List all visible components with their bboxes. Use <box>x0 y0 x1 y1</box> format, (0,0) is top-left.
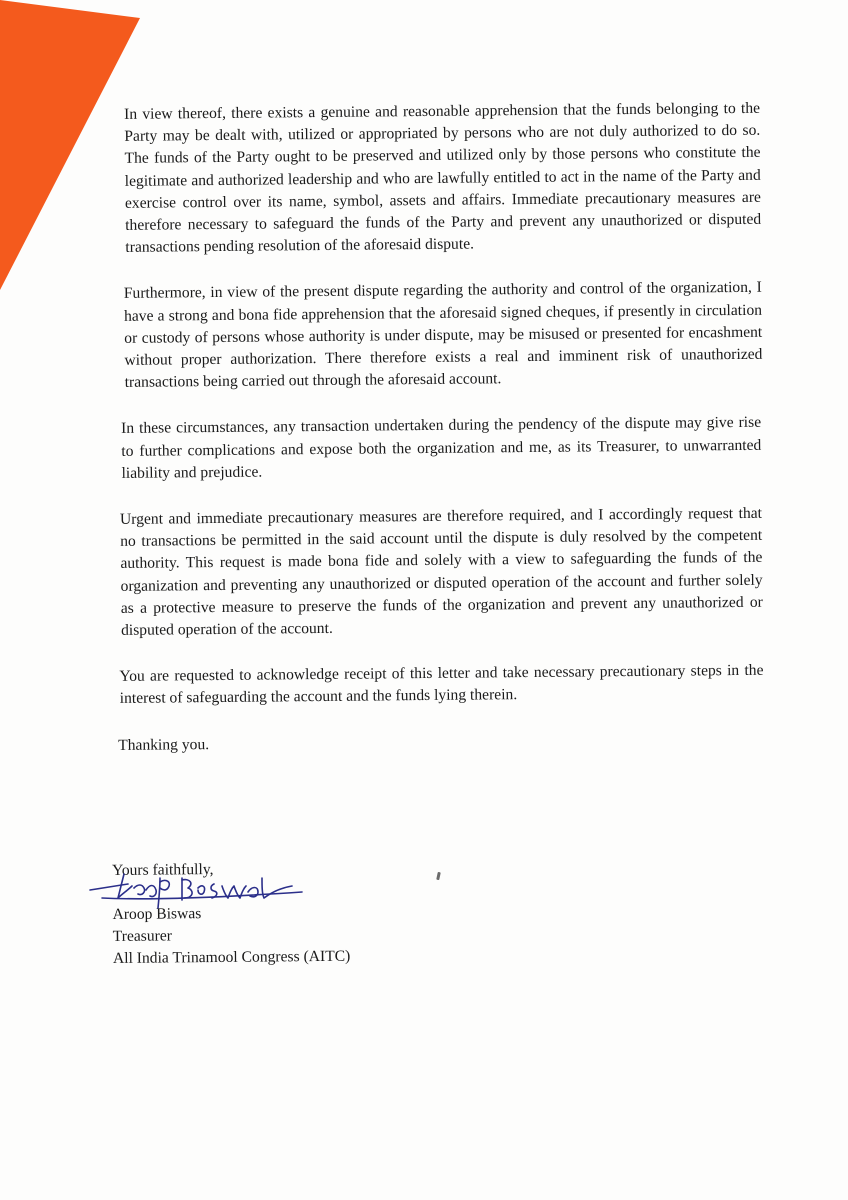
letter-body <box>110 98 771 757</box>
paragraph-request: Urgent and immediate precautionary measures are therefore required, and I accordingly request that no transactions be permitted in the said account until the dispute is duly resolved by the competent authority. This request is made bona fide and solely with a view to safeguarding the funds of the organization and preventing any unauthorized or disputed operation of the account and further solely as a protective measure to preserve the funds of the organization and prevent any unauthorized or disputed operation of the account. <box>119 504 763 639</box>
paragraph-funds-apprehension: In view thereof, there exists a genuine and reasonable apprehension that the funds belonging to the Party may be dealt with, utilized or appropriated by persons who are not duly authorized to do so. The funds of the Party ought to be preserved and utilized only by those persons who constitute the legitimate and authorized leadership and who are lawfully entitled to act in the name of the Party and exercise control over its name, symbol, assets and affairs. Immediate precautionary measures are therefore necessary to safeguard the funds of the Party and prevent any unauthorized or disputed transactions pending resolution of the aforesaid dispute. <box>124 99 762 257</box>
signatory-organization: All India Trinamool Congress (AITC) <box>112 947 351 967</box>
paragraph-circumstances: In these circumstances, any transaction undertaken during the pendency of the dispute may give rise to further complications and expose both the organization and me, as its Treasurer, to unwarranted liability and prejudice. <box>121 414 762 482</box>
salutation: Yours faithfully, <box>112 861 214 879</box>
paragraph-cheques-risk: Furthermore, in view of the present dispute regarding the authority and control of the organization, I have a strong and bona fide apprehension that the aforesaid signed cheques, if presently in circulation or custody of persons whose authority is under dispute, may be misused or presented for encashment without proper authorization. There therefore exists a real and imminent risk of unauthorized transactions being carried out through the aforesaid account. <box>123 279 763 392</box>
paragraph-acknowledge: You are requested to acknowledge receipt of this letter and take necessary precautionary steps in the interest of safeguarding the account and the funds lying therein. <box>119 662 764 708</box>
signatory-designation: Treasurer <box>112 927 173 945</box>
handwritten-signature <box>82 868 322 916</box>
signatory-name: Aroop Biswas <box>112 905 202 923</box>
thanking-line: Thanking you. <box>118 735 210 754</box>
